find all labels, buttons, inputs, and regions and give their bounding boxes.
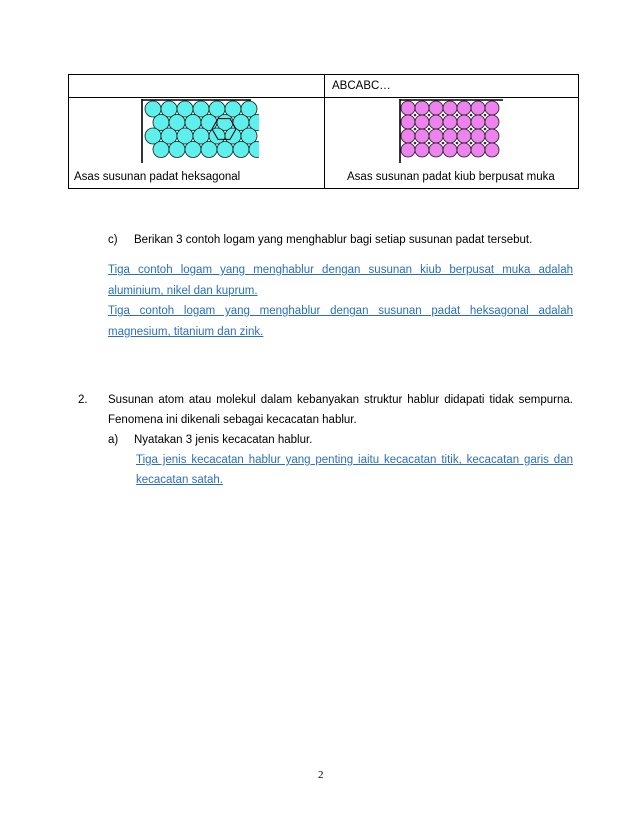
fcc-sphere — [485, 115, 499, 129]
fcc-interstitial-dot — [470, 142, 473, 145]
fcc-interstitial-dot — [442, 114, 445, 117]
hexagonal-packing-diagram — [139, 99, 259, 163]
fcc-sphere — [457, 115, 471, 129]
fcc-sphere — [415, 115, 429, 129]
fcc-sphere — [485, 129, 499, 143]
question-2-line-2: Fenomena ini dikenali sebagai kecacatan hablur. — [108, 414, 357, 426]
fcc-interstitial-dot — [470, 128, 473, 131]
answer-c-line-4: magnesium, titanium dan zink. — [108, 326, 264, 338]
fcc-sphere — [471, 143, 485, 157]
fcc-interstitial-dot — [428, 114, 431, 117]
hex-sphere — [217, 142, 233, 158]
fcc-sphere — [401, 129, 415, 143]
fcc-sphere — [443, 115, 457, 129]
fcc-interstitial-dot — [442, 128, 445, 131]
hex-sphere — [169, 142, 185, 158]
fcc-packing-diagram — [397, 99, 507, 163]
fcc-sphere — [471, 129, 485, 143]
fcc-interstitial-dot — [456, 114, 459, 117]
fcc-interstitial-dot — [428, 128, 431, 131]
hexagonal-caption: Asas susunan padat heksagonal — [74, 171, 241, 183]
fcc-sphere — [429, 143, 443, 157]
question-c-label: c) — [108, 234, 118, 246]
question-2-number: 2. — [78, 394, 88, 406]
fcc-sphere — [443, 143, 457, 157]
fcc-sphere — [443, 129, 457, 143]
fcc-interstitial-dot — [428, 142, 431, 145]
fcc-sphere — [415, 101, 429, 115]
fcc-sphere — [429, 101, 443, 115]
fcc-interstitial-dot — [484, 142, 487, 145]
question-2-line-1: Susunan atom atau molekul dalam kebanyakan struktur hablur didapati tidak sempurna. — [108, 394, 573, 406]
fcc-sphere — [471, 115, 485, 129]
fcc-interstitial-dot — [414, 142, 417, 145]
fcc-interstitial-dot — [456, 128, 459, 131]
fcc-sphere — [429, 129, 443, 143]
question-2a-prompt: Nyatakan 3 jenis kecacatan hablur. — [134, 434, 313, 446]
structure-table — [68, 74, 579, 189]
answer-2a-line-2: kecacatan satah. — [136, 474, 223, 486]
hex-sphere — [153, 142, 169, 158]
fcc-sphere — [415, 143, 429, 157]
hex-sphere — [201, 142, 217, 158]
hex-sphere — [233, 142, 249, 158]
hex-sphere — [185, 142, 201, 158]
table-column-divider — [324, 75, 325, 188]
answer-c-line-3: Tiga contoh logam yang menghablur dengan susunan padat heksagonal adalah — [108, 305, 573, 317]
fcc-sphere — [401, 101, 415, 115]
fcc-caption: Asas susunan padat kiub berpusat muka — [347, 171, 555, 183]
fcc-interstitial-dot — [414, 114, 417, 117]
question-c-prompt: Berikan 3 contoh logam yang menghablur bagi setiap susunan padat tersebut. — [134, 234, 533, 246]
answer-c-line-1: Tiga contoh logam yang menghablur dengan susunan kiub berpusat muka adalah — [108, 264, 573, 276]
fcc-interstitial-dot — [442, 142, 445, 145]
fcc-sphere — [415, 129, 429, 143]
fcc-interstitial-dot — [484, 128, 487, 131]
fcc-sphere — [471, 101, 485, 115]
fcc-sphere — [457, 129, 471, 143]
stacking-sequence-label: ABCABC… — [332, 80, 391, 92]
fcc-sphere — [457, 143, 471, 157]
fcc-sphere — [443, 101, 457, 115]
answer-c-line-2: aluminium, nikel dan kuprum. — [108, 285, 258, 297]
fcc-sphere — [401, 115, 415, 129]
fcc-interstitial-dot — [470, 114, 473, 117]
fcc-sphere — [485, 101, 499, 115]
page-number: 2 — [318, 769, 324, 781]
fcc-interstitial-dot — [456, 142, 459, 145]
fcc-interstitial-dot — [484, 114, 487, 117]
fcc-interstitial-dot — [414, 128, 417, 131]
table-row-divider — [69, 97, 578, 98]
fcc-sphere — [429, 115, 443, 129]
answer-2a-line-1: Tiga jenis kecacatan hablur yang penting iaitu kecacatan titik, kecacatan garis dan — [136, 454, 573, 466]
fcc-sphere — [457, 101, 471, 115]
fcc-sphere — [485, 143, 499, 157]
question-2a-label: a) — [108, 434, 119, 446]
fcc-sphere — [401, 143, 415, 157]
